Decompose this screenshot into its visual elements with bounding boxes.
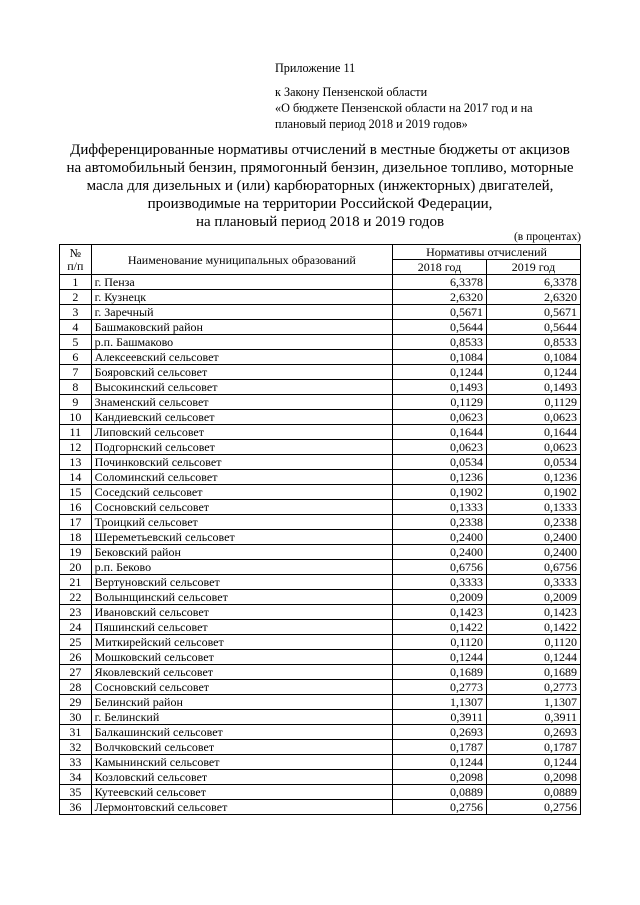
- row-value-2018: 0,1902: [393, 485, 487, 500]
- row-value-2019: 0,1333: [486, 500, 580, 515]
- row-value-2018: 0,2756: [393, 800, 487, 815]
- normatives-table: [59, 244, 581, 815]
- row-number: 13: [60, 455, 92, 470]
- table-row: [60, 365, 581, 380]
- row-value-2018: 6,3378: [393, 275, 487, 290]
- table-row: [60, 530, 581, 545]
- row-municipality-name: Балкашинский сельсовет: [91, 725, 392, 740]
- row-municipality-name: Шереметьевский сельсовет: [91, 530, 392, 545]
- row-number: 16: [60, 500, 92, 515]
- row-municipality-name: Починковский сельсовет: [91, 455, 392, 470]
- row-number: 3: [60, 305, 92, 320]
- row-value-2019: 1,1307: [486, 695, 580, 710]
- row-value-2019: 0,1689: [486, 665, 580, 680]
- row-value-2019: 0,3333: [486, 575, 580, 590]
- row-municipality-name: р.п. Беково: [91, 560, 392, 575]
- row-value-2018: 0,2693: [393, 725, 487, 740]
- row-value-2019: 0,1244: [486, 365, 580, 380]
- row-municipality-name: Алексеевский сельсовет: [91, 350, 392, 365]
- row-number: 21: [60, 575, 92, 590]
- table-row: [60, 695, 581, 710]
- row-value-2019: 0,5644: [486, 320, 580, 335]
- table-row: [60, 605, 581, 620]
- row-municipality-name: Козловский сельсовет: [91, 770, 392, 785]
- row-value-2019: 0,0889: [486, 785, 580, 800]
- row-value-2019: 0,0623: [486, 440, 580, 455]
- row-value-2018: 0,3333: [393, 575, 487, 590]
- row-number: 12: [60, 440, 92, 455]
- row-municipality-name: Знаменский сельсовет: [91, 395, 392, 410]
- appendix-note: [275, 60, 533, 132]
- header-number-abbr: п/п: [67, 258, 84, 273]
- header-year-2018: 2018 год: [393, 260, 487, 275]
- row-value-2019: 0,3911: [486, 710, 580, 725]
- row-number: 30: [60, 710, 92, 725]
- row-number: 24: [60, 620, 92, 635]
- row-number: 28: [60, 680, 92, 695]
- row-value-2018: 0,6756: [393, 560, 487, 575]
- row-value-2019: 0,2756: [486, 800, 580, 815]
- row-value-2018: 0,0889: [393, 785, 487, 800]
- row-value-2018: 0,2400: [393, 545, 487, 560]
- title-line-1: Дифференцированные нормативы отчислений в местные бюджеты от акцизов: [70, 142, 570, 158]
- table-row: [60, 620, 581, 635]
- table-row: [60, 335, 581, 350]
- row-value-2018: 0,0623: [393, 410, 487, 425]
- row-municipality-name: Соседский сельсовет: [91, 485, 392, 500]
- row-value-2018: 0,1644: [393, 425, 487, 440]
- table-row: [60, 395, 581, 410]
- table-row: [60, 455, 581, 470]
- row-value-2019: 0,0623: [486, 410, 580, 425]
- row-value-2018: 0,1084: [393, 350, 487, 365]
- row-value-2019: 0,1120: [486, 635, 580, 650]
- table-row: [60, 380, 581, 395]
- row-municipality-name: Яковлевский сельсовет: [91, 665, 392, 680]
- table-row: [60, 785, 581, 800]
- table-row: [60, 425, 581, 440]
- appendix-number: Приложение 11: [275, 61, 356, 75]
- row-municipality-name: Кандиевский сельсовет: [91, 410, 392, 425]
- row-municipality-name: Башмаковский район: [91, 320, 392, 335]
- header-municipality: Наименование муниципальных образований: [91, 245, 392, 275]
- row-municipality-name: г. Пенза: [91, 275, 392, 290]
- table-row: [60, 410, 581, 425]
- row-number: 10: [60, 410, 92, 425]
- row-municipality-name: Высокинский сельсовет: [91, 380, 392, 395]
- row-municipality-name: Липовский сельсовет: [91, 425, 392, 440]
- table-row: [60, 680, 581, 695]
- row-value-2019: 0,2773: [486, 680, 580, 695]
- header-number: [60, 245, 92, 275]
- row-number: 14: [60, 470, 92, 485]
- row-value-2019: 0,1644: [486, 425, 580, 440]
- row-municipality-name: Лермонтовский сельсовет: [91, 800, 392, 815]
- row-number: 31: [60, 725, 92, 740]
- row-value-2018: 0,2009: [393, 590, 487, 605]
- row-number: 17: [60, 515, 92, 530]
- row-value-2018: 0,1244: [393, 365, 487, 380]
- row-value-2019: 0,8533: [486, 335, 580, 350]
- row-number: 7: [60, 365, 92, 380]
- row-number: 20: [60, 560, 92, 575]
- row-municipality-name: Подгорнский сельсовет: [91, 440, 392, 455]
- row-municipality-name: Мошковский сельсовет: [91, 650, 392, 665]
- row-value-2018: 0,3911: [393, 710, 487, 725]
- row-municipality-name: Бояровский сельсовет: [91, 365, 392, 380]
- appendix-law-name-line1: «О бюджете Пензенской области на 2017 год и на: [275, 101, 533, 115]
- table-row: [60, 440, 581, 455]
- table-row: [60, 770, 581, 785]
- row-value-2018: 0,2400: [393, 530, 487, 545]
- row-value-2019: 0,5671: [486, 305, 580, 320]
- row-municipality-name: Миткирейский сельсовет: [91, 635, 392, 650]
- appendix-law-name-line2: плановый период 2018 и 2019 годов»: [275, 117, 468, 131]
- table-row: [60, 500, 581, 515]
- row-number: 15: [60, 485, 92, 500]
- table-row: [60, 710, 581, 725]
- row-number: 1: [60, 275, 92, 290]
- table-row: [60, 350, 581, 365]
- row-value-2018: 0,5671: [393, 305, 487, 320]
- row-value-2018: 0,1236: [393, 470, 487, 485]
- row-value-2019: 0,1423: [486, 605, 580, 620]
- row-value-2018: 0,2098: [393, 770, 487, 785]
- row-value-2018: 0,0534: [393, 455, 487, 470]
- row-municipality-name: Сосновский сельсовет: [91, 680, 392, 695]
- row-number: 33: [60, 755, 92, 770]
- title-line-5: на плановый период 2018 и 2019 годов: [195, 214, 445, 230]
- table-row: [60, 485, 581, 500]
- row-value-2018: 1,1307: [393, 695, 487, 710]
- row-number: 32: [60, 740, 92, 755]
- title-line-2: на автомобильный бензин, прямогонный бензин, дизельное топливо, моторные: [66, 160, 574, 176]
- table-header: [60, 245, 581, 275]
- row-value-2019: 0,1084: [486, 350, 580, 365]
- appendix-law-line: к Закону Пензенской области: [275, 85, 428, 99]
- table-row: [60, 275, 581, 290]
- row-municipality-name: Кутеевский сельсовет: [91, 785, 392, 800]
- row-value-2019: 0,1236: [486, 470, 580, 485]
- row-number: 19: [60, 545, 92, 560]
- row-value-2018: 0,0623: [393, 440, 487, 455]
- row-municipality-name: Ивановский сельсовет: [91, 605, 392, 620]
- row-value-2018: 0,2338: [393, 515, 487, 530]
- row-value-2019: 0,1902: [486, 485, 580, 500]
- document-title: [40, 141, 600, 231]
- table-row: [60, 470, 581, 485]
- row-number: 27: [60, 665, 92, 680]
- row-value-2018: 0,1422: [393, 620, 487, 635]
- table-row: [60, 560, 581, 575]
- table-row: [60, 515, 581, 530]
- row-number: 5: [60, 335, 92, 350]
- row-value-2018: 0,1689: [393, 665, 487, 680]
- row-value-2018: 0,1120: [393, 635, 487, 650]
- table-row: [60, 755, 581, 770]
- row-municipality-name: Волчковский сельсовет: [91, 740, 392, 755]
- row-value-2018: 0,5644: [393, 320, 487, 335]
- title-line-4: производимые на территории Российской Федерации,: [147, 196, 493, 212]
- row-number: 29: [60, 695, 92, 710]
- row-number: 34: [60, 770, 92, 785]
- table-row: [60, 575, 581, 590]
- row-municipality-name: г. Кузнецк: [91, 290, 392, 305]
- table-row: [60, 650, 581, 665]
- row-municipality-name: Сосновский сельсовет: [91, 500, 392, 515]
- row-number: 2: [60, 290, 92, 305]
- table-row: [60, 320, 581, 335]
- row-number: 11: [60, 425, 92, 440]
- row-municipality-name: г. Белинский: [91, 710, 392, 725]
- table-row: [60, 740, 581, 755]
- row-municipality-name: Вертуновский сельсовет: [91, 575, 392, 590]
- row-value-2018: 0,1333: [393, 500, 487, 515]
- table-row: [60, 305, 581, 320]
- row-value-2019: 0,1244: [486, 650, 580, 665]
- row-number: 36: [60, 800, 92, 815]
- table-row: [60, 635, 581, 650]
- row-value-2019: 2,6320: [486, 290, 580, 305]
- row-number: 35: [60, 785, 92, 800]
- row-value-2019: 0,6756: [486, 560, 580, 575]
- row-value-2018: 0,8533: [393, 335, 487, 350]
- row-municipality-name: Соломинский сельсовет: [91, 470, 392, 485]
- table-row: [60, 545, 581, 560]
- table-row: [60, 800, 581, 815]
- row-municipality-name: Бековский район: [91, 545, 392, 560]
- row-number: 18: [60, 530, 92, 545]
- row-number: 23: [60, 605, 92, 620]
- row-value-2018: 0,1493: [393, 380, 487, 395]
- row-number: 9: [60, 395, 92, 410]
- row-municipality-name: Троицкий сельсовет: [91, 515, 392, 530]
- row-value-2018: 0,1423: [393, 605, 487, 620]
- row-value-2018: 0,1129: [393, 395, 487, 410]
- header-normatives-group: Нормативы отчислений: [393, 245, 581, 260]
- row-number: 6: [60, 350, 92, 365]
- row-number: 4: [60, 320, 92, 335]
- row-number: 26: [60, 650, 92, 665]
- row-municipality-name: Пяшинский сельсовет: [91, 620, 392, 635]
- row-value-2018: 2,6320: [393, 290, 487, 305]
- row-number: 25: [60, 635, 92, 650]
- appendix-spacer: [275, 76, 533, 84]
- row-value-2019: 0,2098: [486, 770, 580, 785]
- header-row-1: [60, 245, 581, 260]
- header-number-sign: №: [69, 245, 82, 260]
- row-municipality-name: Камынинский сельсовет: [91, 755, 392, 770]
- units-note: (в процентах): [513, 231, 581, 243]
- row-value-2019: 0,2009: [486, 590, 580, 605]
- row-number: 8: [60, 380, 92, 395]
- row-value-2018: 0,1244: [393, 650, 487, 665]
- row-municipality-name: Белинский район: [91, 695, 392, 710]
- row-value-2019: 0,2400: [486, 530, 580, 545]
- row-value-2019: 0,1422: [486, 620, 580, 635]
- row-value-2018: 0,1244: [393, 755, 487, 770]
- title-line-3: масла для дизельных и (или) карбюраторных (инжекторных) двигателей,: [86, 178, 554, 194]
- row-value-2019: 0,1129: [486, 395, 580, 410]
- table-row: [60, 290, 581, 305]
- table-row: [60, 665, 581, 680]
- table-body: [60, 275, 581, 815]
- row-number: 22: [60, 590, 92, 605]
- row-value-2019: 0,2400: [486, 545, 580, 560]
- table-row: [60, 590, 581, 605]
- header-year-2019: 2019 год: [486, 260, 580, 275]
- row-value-2019: 0,1244: [486, 755, 580, 770]
- row-municipality-name: г. Заречный: [91, 305, 392, 320]
- row-municipality-name: р.п. Башмаково: [91, 335, 392, 350]
- row-value-2019: 0,2693: [486, 725, 580, 740]
- row-value-2019: 6,3378: [486, 275, 580, 290]
- row-value-2018: 0,1787: [393, 740, 487, 755]
- row-value-2018: 0,2773: [393, 680, 487, 695]
- row-value-2019: 0,1787: [486, 740, 580, 755]
- row-value-2019: 0,2338: [486, 515, 580, 530]
- row-value-2019: 0,0534: [486, 455, 580, 470]
- row-municipality-name: Волынщинский сельсовет: [91, 590, 392, 605]
- table-row: [60, 725, 581, 740]
- row-value-2019: 0,1493: [486, 380, 580, 395]
